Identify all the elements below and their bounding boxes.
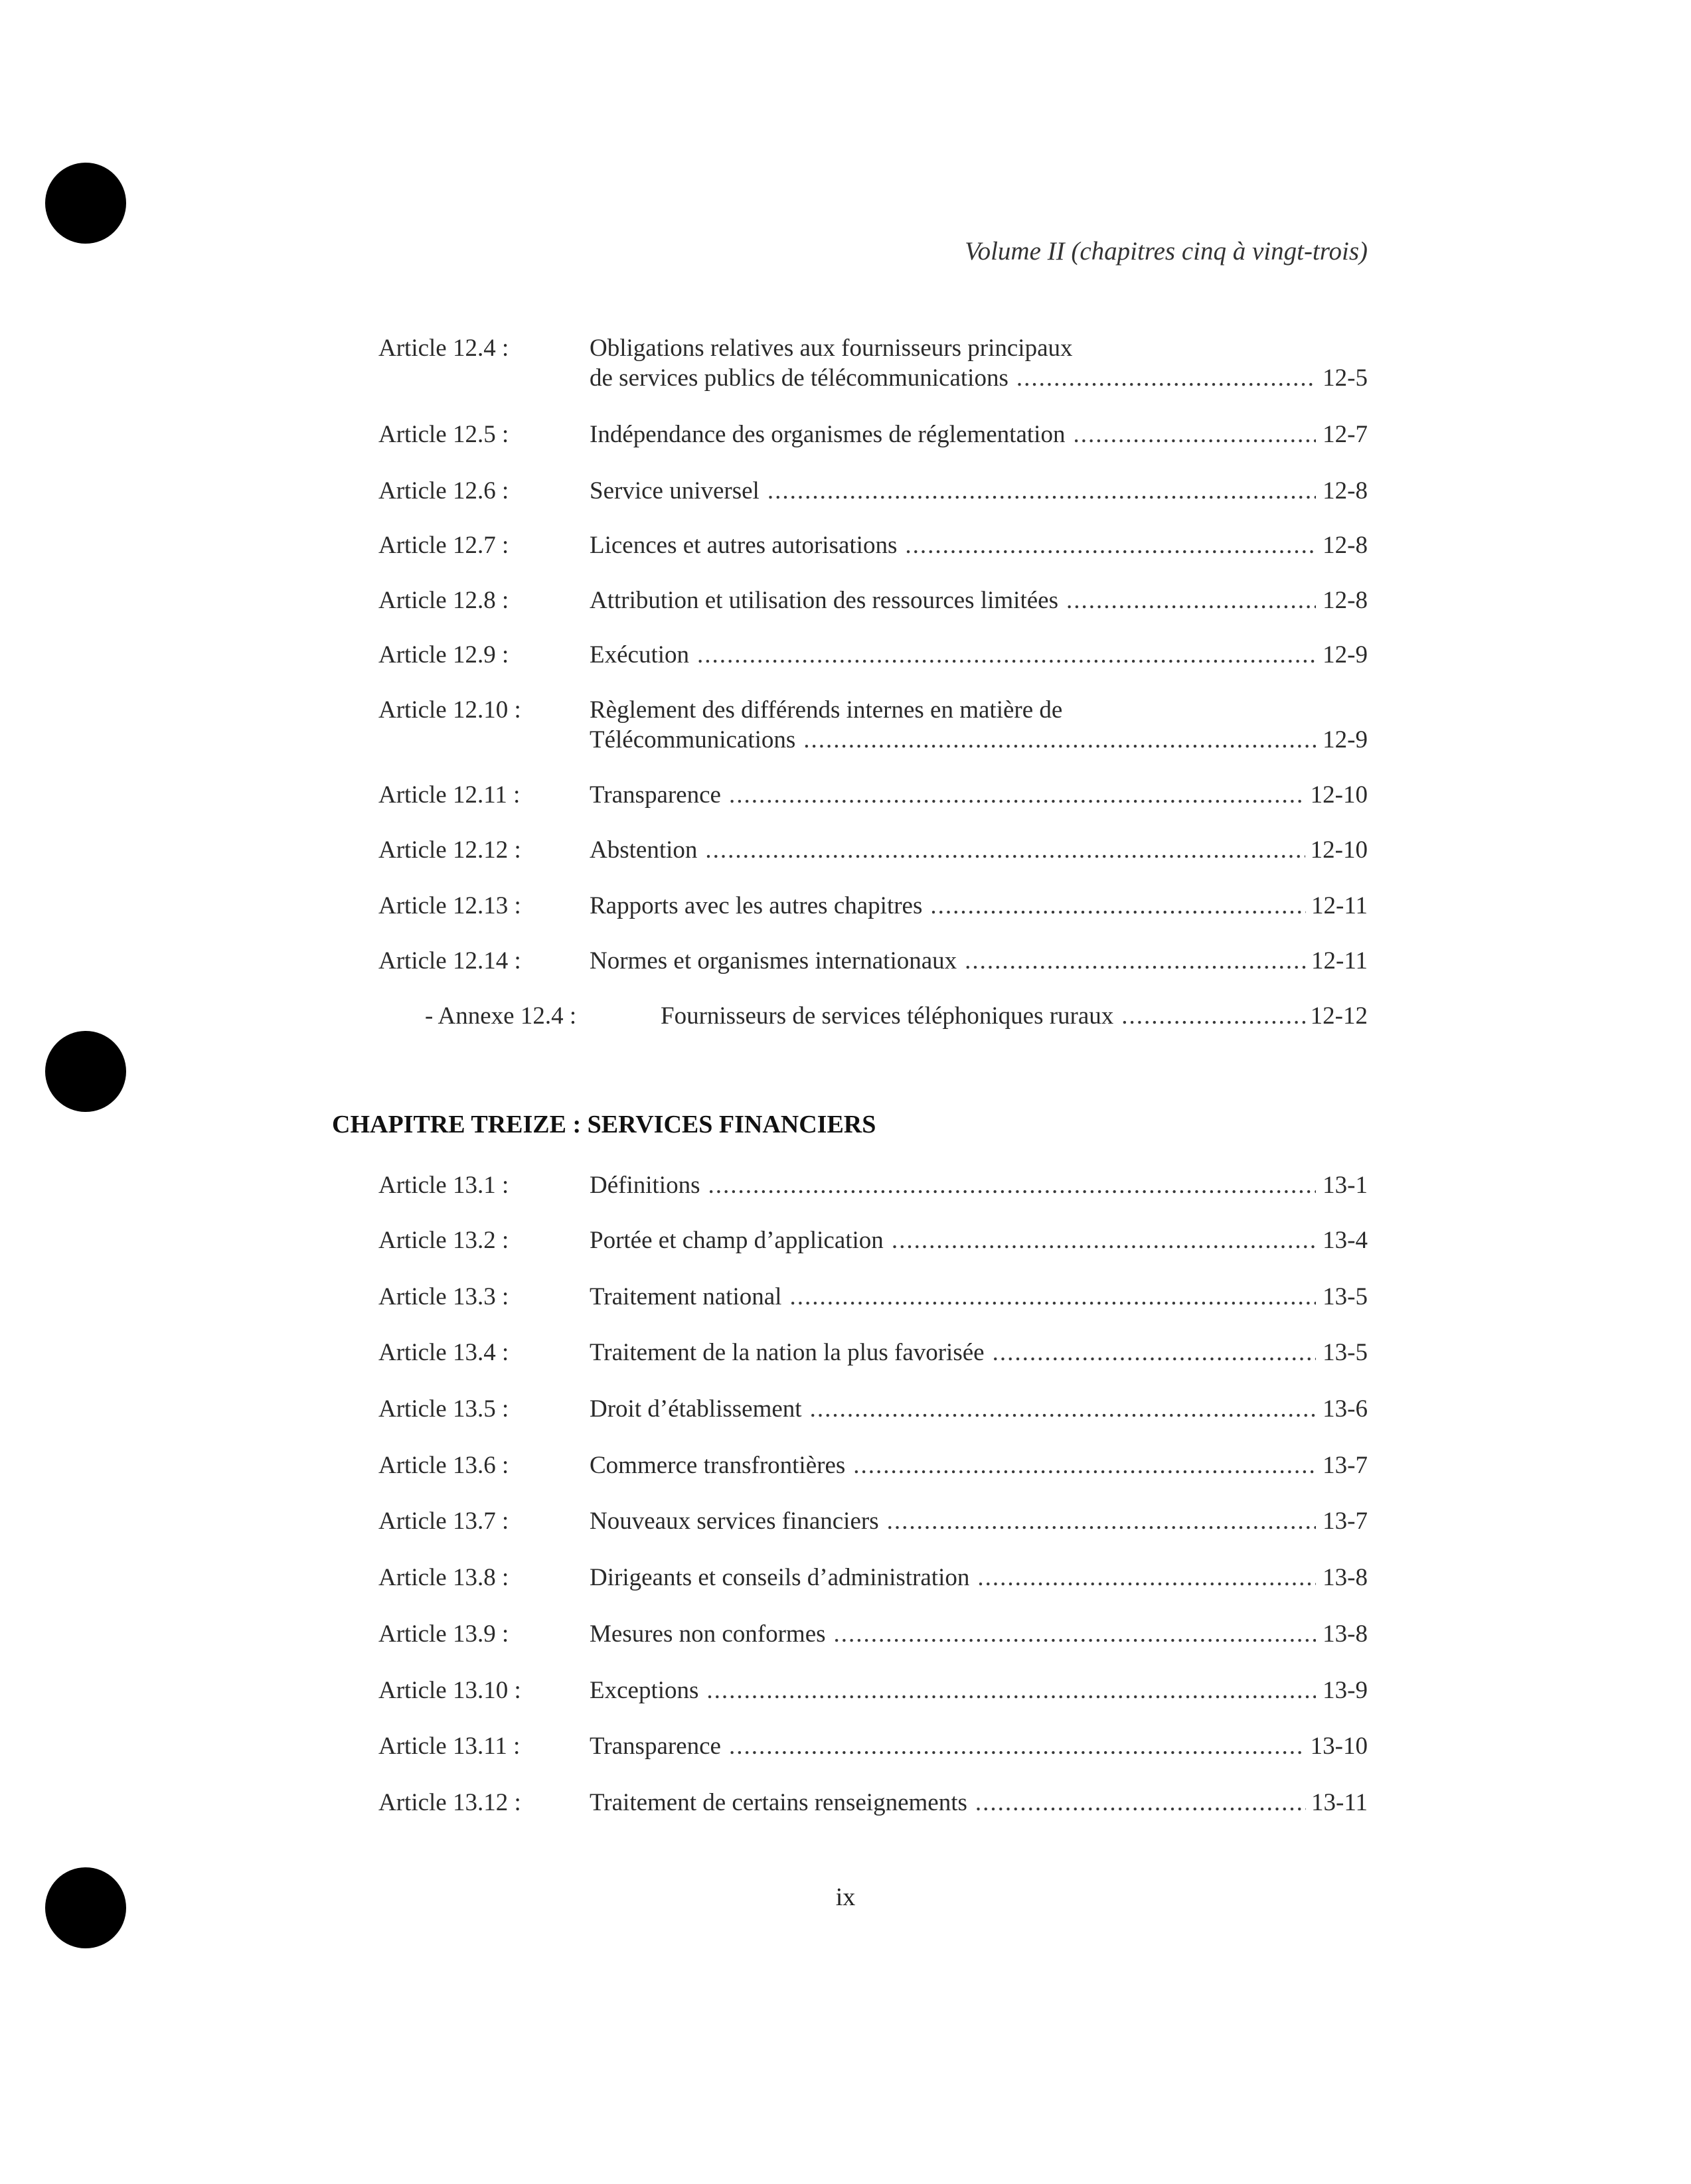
article-title: Abstention: [590, 836, 698, 864]
page-reference: 12-9: [1323, 641, 1368, 668]
page-reference: 13-9: [1323, 1677, 1368, 1704]
article-title: Exécution: [590, 641, 690, 668]
article-title-line: Règlement des différends internes en matière de: [590, 696, 1063, 724]
page-reference: 12-10: [1310, 781, 1368, 809]
dot-leader: [930, 891, 1306, 921]
page-number: ix: [835, 1883, 856, 1911]
page-reference: 12-11: [1311, 892, 1368, 919]
article-title: Transparence: [590, 781, 721, 809]
article-title: Portée et champ d’application: [590, 1227, 884, 1254]
page-reference: 12-11: [1311, 947, 1368, 975]
dot-leader: [705, 835, 1305, 865]
article-label: Article 13.6 :: [378, 1452, 509, 1479]
running-header: Volume II (chapitres cinq à vingt-trois): [965, 237, 1368, 266]
article-title: Normes et organismes internationaux: [590, 947, 957, 975]
page-reference: 13-1: [1323, 1172, 1368, 1199]
page-reference: 13-7: [1323, 1452, 1368, 1479]
article-label: Article 12.8 :: [378, 587, 509, 614]
article-label: Article 13.7 :: [378, 1508, 509, 1535]
dot-leader: [810, 1394, 1316, 1424]
article-label: Article 13.5 :: [378, 1395, 509, 1423]
page-reference: 12-12: [1310, 1002, 1368, 1030]
article-label: Article 12.4 :: [378, 335, 509, 362]
article-label: Article 12.7 :: [378, 532, 509, 559]
dot-leader: [834, 1619, 1316, 1649]
dot-leader: [767, 476, 1316, 506]
dot-leader: [905, 530, 1316, 560]
page-reference: 13-11: [1311, 1789, 1368, 1816]
article-label: Article 12.11 :: [378, 781, 521, 809]
dot-leader: [965, 946, 1306, 976]
page-reference: 13-5: [1323, 1283, 1368, 1310]
article-label: Article 13.9 :: [378, 1620, 509, 1648]
page-reference: 13-6: [1323, 1395, 1368, 1423]
page-reference: 12-7: [1323, 421, 1368, 448]
article-title: Mesures non conformes: [590, 1620, 826, 1648]
article-title: Indépendance des organismes de réglementation: [590, 421, 1066, 448]
page-reference: 12-10: [1310, 836, 1368, 864]
dot-leader: [1066, 585, 1316, 615]
dot-leader: [729, 780, 1305, 810]
dot-leader: [706, 1676, 1316, 1705]
article-title: Attribution et utilisation des ressources limitées: [590, 587, 1058, 614]
dot-leader: [1073, 420, 1316, 449]
article-title: Définitions: [590, 1172, 700, 1199]
dot-leader: [993, 1338, 1316, 1367]
dot-leader: [697, 640, 1316, 670]
article-title: Nouveaux services financiers: [590, 1508, 879, 1535]
article-label: Article 12.6 :: [378, 477, 509, 505]
article-title: Licences et autres autorisations: [590, 532, 898, 559]
article-title: Rapports avec les autres chapitres: [590, 892, 923, 919]
article-title: Traitement national: [590, 1283, 782, 1310]
article-title: Transparence: [590, 1733, 721, 1760]
article-title: Traitement de la nation la plus favorisée: [590, 1339, 985, 1366]
article-label: Article 12.13 :: [378, 892, 521, 919]
article-label: Article 13.11 :: [378, 1733, 521, 1760]
chapter-heading: CHAPITRE TREIZE : SERVICES FINANCIERS: [332, 1111, 876, 1138]
article-title-line: Télécommunications: [590, 726, 796, 753]
article-label: Article 13.10 :: [378, 1677, 521, 1704]
dot-leader: [729, 1731, 1305, 1761]
article-title: Commerce transfrontières: [590, 1452, 846, 1479]
article-label: Article 13.4 :: [378, 1339, 509, 1366]
dot-leader: [1121, 1001, 1305, 1031]
annex-title: Fournisseurs de services téléphoniques ruraux: [661, 1002, 1114, 1030]
dot-leader: [803, 725, 1316, 755]
dot-leader: [789, 1282, 1316, 1312]
article-label: Article 13.3 :: [378, 1283, 509, 1310]
article-label: Article 12.10 :: [378, 696, 521, 724]
binder-punch-hole: [45, 163, 126, 244]
article-title: Droit d’établissement: [590, 1395, 802, 1423]
page-reference: 13-4: [1323, 1227, 1368, 1254]
page-reference: 13-5: [1323, 1339, 1368, 1366]
article-title-line: de services publics de télécommunications: [590, 364, 1008, 392]
page-reference: 13-8: [1323, 1564, 1368, 1591]
article-title: Exceptions: [590, 1677, 699, 1704]
binder-punch-hole: [45, 1031, 126, 1112]
page-reference: 12-8: [1323, 532, 1368, 559]
article-label: Article 13.2 :: [378, 1227, 509, 1254]
article-label: Article 12.12 :: [378, 836, 521, 864]
page-reference: 12-9: [1323, 726, 1368, 753]
dot-leader: [708, 1170, 1316, 1200]
page-reference: 12-5: [1323, 364, 1368, 392]
annex-label: - Annexe 12.4 :: [425, 1002, 577, 1030]
dot-leader: [975, 1788, 1306, 1818]
dot-leader: [892, 1225, 1316, 1255]
article-label: Article 12.9 :: [378, 641, 509, 668]
article-title: Dirigeants et conseils d’administration: [590, 1564, 970, 1591]
article-title-line: Obligations relatives aux fournisseurs principaux: [590, 335, 1073, 362]
dot-leader: [887, 1506, 1316, 1536]
dot-leader: [853, 1450, 1316, 1480]
page-reference: 13-10: [1310, 1733, 1368, 1760]
article-label: Article 13.12 :: [378, 1789, 521, 1816]
dot-leader: [977, 1563, 1316, 1593]
page-reference: 13-7: [1323, 1508, 1368, 1535]
page-reference: 12-8: [1323, 587, 1368, 614]
article-label: Article 12.5 :: [378, 421, 509, 448]
page-reference: 12-8: [1323, 477, 1368, 505]
page-reference: 13-8: [1323, 1620, 1368, 1648]
article-label: Article 13.1 :: [378, 1172, 509, 1199]
article-title: Traitement de certains renseignements: [590, 1789, 967, 1816]
article-label: Article 12.14 :: [378, 947, 521, 975]
dot-leader: [1016, 363, 1316, 393]
article-label: Article 13.8 :: [378, 1564, 509, 1591]
article-title: Service universel: [590, 477, 760, 505]
